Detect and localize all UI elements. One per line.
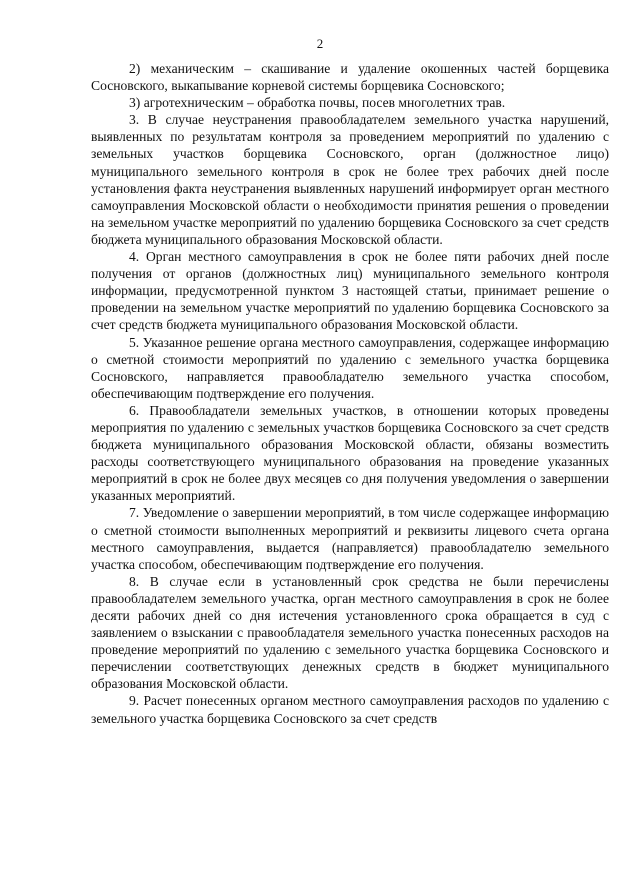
document-body	[91, 60, 609, 727]
page-number: 2	[316, 36, 324, 51]
paragraph-clause-9: 9. Расчет понесенных органом местного самоуправления расходов по удалению с земельного участка борщевика Сосновского за счет средств	[91, 693, 609, 726]
paragraph-method-mechanical: 2) механическим – скашивание и удаление окошенных частей борщевика Сосновского, выкапывание корневой системы борщевика Сосновского;	[91, 61, 609, 94]
paragraph-clause-3: 3. В случае неустранения правообладателем земельного участка нарушений, выявленных по результатам контроля за проведением мероприятий по удалению с земельных участков борщевика Сосновского, орган (должностное лицо) муниципального земельного контроля в срок не более трех рабочих дней после установления факта неустранения выявленных нарушений информирует орган местного самоуправления Московской области о необходимости принятия решения о проведении на земельном участке мероприятий по удалению борщевика Сосновского за счет средств бюджета муниципального образования Московской области.	[91, 112, 609, 247]
paragraph-clause-8: 8. В случае если в установленный срок средства не были перечислены правообладателем земельного участка, орган местного самоуправления в срок не более десяти рабочих дней со дня истечения установленного срока обращается в суд с заявлением о взыскании с правообладателя земельного участка понесенных расходов на проведение мероприятий по удалению с земельного участка борщевика Сосновского и перечислении соответствующих денежных средств в бюджет муниципального образования Московской области.	[91, 573, 609, 692]
paragraph-method-agrotechnical: 3) агротехническим – обработка почвы, посев многолетних трав.	[129, 95, 506, 111]
paragraph-clause-7: 7. Уведомление о завершении мероприятий, в том числе содержащее информацию о сметной стоимости выполненных мероприятий и реквизиты лицевого счета органа местного самоуправления, выдается (направляется) правообладателю земельного участка способом, обеспечивающим подтверждение его получения.	[91, 505, 609, 572]
paragraph-clause-5: 5. Указанное решение органа местного самоуправления, содержащее информацию о сметной стоимости мероприятий по удалению с земельного участка борщевика Сосновского, направляется правообладателю земельного участка способом, обеспечивающим подтверждение его получения.	[91, 334, 609, 401]
paragraph-clause-4: 4. Орган местного самоуправления в срок не более пяти рабочих дней после получения от органов (должностных лиц) муниципального земельного контроля информации, предусмотренной пунктом 3 настоящей статьи, принимает решение о проведении на земельном участке мероприятий по удалению борщевика Сосновского за счет средств бюджета муниципального образования Московской области.	[91, 249, 609, 333]
paragraph-clause-6: 6. Правообладатели земельных участков, в отношении которых проведены мероприятия по удалению с земельных участков борщевика Сосновского за счет средств бюджета муниципального образования Московской области, обязаны возместить расходы соответствующего муниципального образования на проведение указанных мероприятий в срок не более двух месяцев со дня получения уведомления о завершении указанных мероприятий.	[91, 402, 609, 504]
